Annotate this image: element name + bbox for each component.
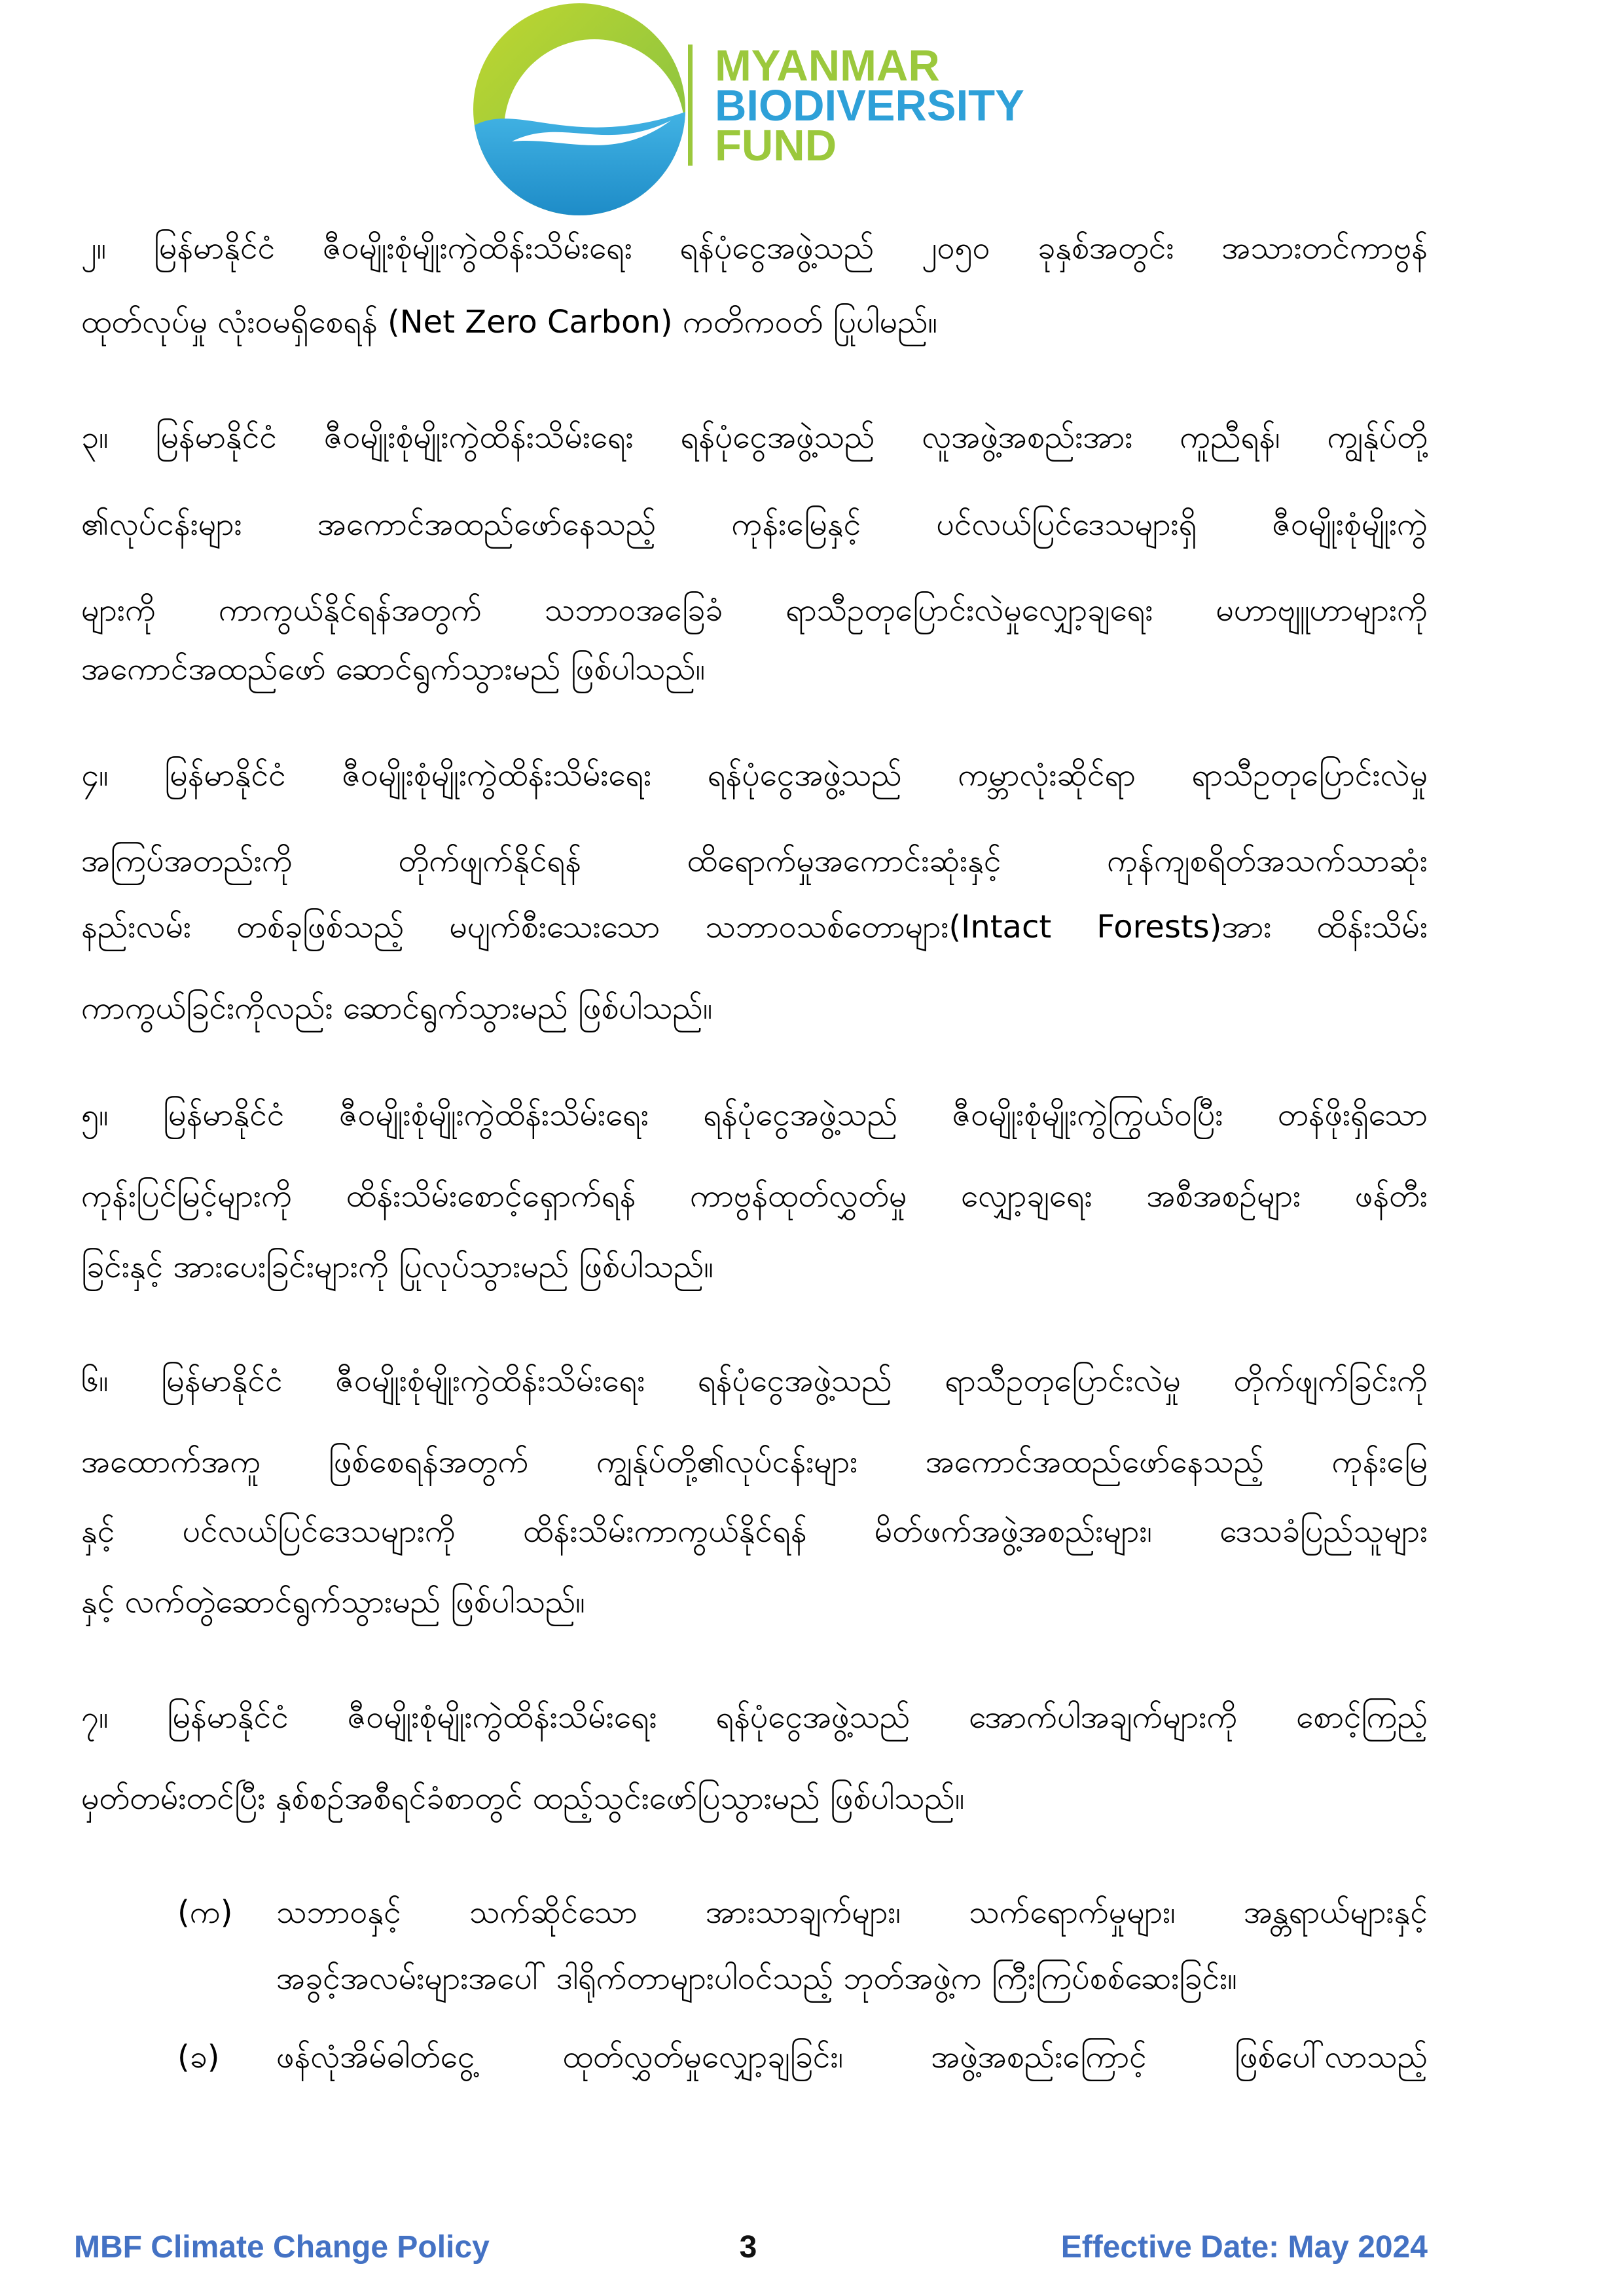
logo-wordmark (715, 41, 1173, 170)
logo-text-fund: FUND (715, 121, 837, 170)
list-item-kha-label: (ခ) (177, 2039, 220, 2075)
list-item-ka-label: (က) (177, 1894, 233, 1931)
logo-text-biodiversity: BIODIVERSITY (715, 81, 1024, 130)
paragraph-6-line-4: နှင့် လက်တွဲဆောင်ရွက်သွားမည် ဖြစ်ပါသည်။ (81, 1584, 585, 1620)
paragraph-2-line-1: ၂။ မြန်မာနိုင်ငံ ဇီဝမျိုးစုံမျိုးကွဲထိန်းသိမ်းရေး ရန်ပုံငွေအဖွဲ့သည် ၂၀၅၀ ခုနှစ်အတွင်း အသားတင်ကာဗွန် (81, 230, 1428, 266)
footer-effective-date: Effective Date: May 2024 (1060, 2230, 1428, 2265)
paragraph-3-line-2: ၏လုပ်ငန်းများ အကောင်အထည်ဖော်နေသည့် ကုန်းမြေနှင့် ပင်လယ်ပြင်ဒေသများရှိ ဇီဝမျိုးစုံမျိုးကွဲ (81, 506, 1428, 543)
paragraph-4-line-2: အကြပ်အတည်းကို တိုက်ဖျက်နိုင်ရန် ထိရောက်မှုအကောင်းဆုံးနှင့် ကုန်ကျစရိတ်အသက်သာဆုံး (81, 843, 1428, 879)
footer-document-title: MBF Climate Change Policy (74, 2230, 490, 2265)
list-item-kha-line-1: ဖန်လုံအိမ်ဓါတ်ငွေ့ ထုတ်လွှတ်မှုလျှော့ချခြင်း၊ အဖွဲ့အစည်းကြောင့် ဖြစ်ပေါ်လာသည့် (276, 2039, 1428, 2075)
paragraph-7-line-2: မှတ်တမ်းတင်ပြီး နှစ်စဉ်အစီရင်ခံစာတွင် ထည့်သွင်းဖော်ပြသွားမည် ဖြစ်ပါသည်။ (81, 1780, 965, 1817)
paragraph-2-line-2: ထုတ်လုပ်မှု လုံးဝမရှိစေရန် (Net Zero Carbon) ကတိကဝတ် ပြုပါမည်။ (81, 304, 937, 340)
paragraph-4-line-3: နည်းလမ်း တစ်ခုဖြစ်သည့် မပျက်စီးသေးသော သဘာဝသစ်တောများ(Intact Forests)အား ထိန်းသိမ်း (81, 909, 1428, 945)
mbf-emblem-icon (471, 1, 687, 217)
paragraph-7-line-1: ၇။ မြန်မာနိုင်ငံ ဇီဝမျိုးစုံမျိုးကွဲထိန်းသိမ်းရေး ရန်ပုံငွေအဖွဲ့သည် အောက်ပါအချက်များကို စောင့်ကြည့် (81, 1699, 1428, 1736)
paragraph-5-line-3: ခြင်းနှင့် အားပေးခြင်းများကို ပြုလုပ်သွားမည် ဖြစ်ပါသည်။ (81, 1248, 713, 1285)
logo-divider (688, 45, 693, 166)
list-item-ka-line-2: အခွင့်အလမ်းများအပေါ် ဒါရိုက်တာများပါဝင်သည့် ဘုတ်အဖွဲ့က ကြီးကြပ်စစ်ဆေးခြင်း။ (276, 1960, 1237, 1997)
paragraph-5-line-2: ကုန်းပြင်မြင့်များကို ထိန်းသိမ်းစောင့်ရှောက်ရန် ကာဗွန်ထုတ်လွှတ်မှု လျှော့ချရေး အစီအစဉ်များ ဖန်တီး (81, 1178, 1428, 1214)
paragraph-3-line-3: များကို ကာကွယ်နိုင်ရန်အတွက် သဘာဝအခြေခံ ရာသီဥတုပြောင်းလဲမှုလျှော့ချရေး မဟာဗျူဟာများကို (81, 592, 1428, 629)
footer-page-number: 3 (739, 2230, 757, 2265)
paragraph-5-line-1: ၅။ မြန်မာနိုင်ငံ ဇီဝမျိုးစုံမျိုးကွဲထိန်းသိမ်းရေး ရန်ပုံငွေအဖွဲ့သည် ဇီဝမျိုးစုံမျိုးကွဲကြွယ်ဝပြီး တန်ဖိုးရှိသော (81, 1097, 1428, 1133)
paragraph-4-line-4: ကာကွယ်ခြင်းကိုလည်း ဆောင်ရွက်သွားမည် ဖြစ်ပါသည်။ (81, 990, 713, 1027)
paragraph-3-line-4: အကောင်အထည်ဖော် ဆောင်ရွက်သွားမည် ဖြစ်ပါသည်။ (81, 651, 706, 687)
logo-text-myanmar: MYANMAR (715, 41, 940, 90)
paragraph-4-line-1: ၄။ မြန်မာနိုင်ငံ ဇီဝမျိုးစုံမျိုးကွဲထိန်းသိမ်းရေး ရန်ပုံငွေအဖွဲ့သည် ကမ္ဘာလုံးဆိုင်ရာ ရာသီဥတုပြောင်းလဲမှု (81, 757, 1428, 793)
paragraph-6-line-2: အထောက်အကူ ဖြစ်စေရန်အတွက် ကျွန်ုပ်တို့၏လုပ်ငန်းများ အကောင်အထည်ဖော်နေသည့် ကုန်းမြေ (81, 1444, 1428, 1480)
paragraph-3-line-1: ၃။ မြန်မာနိုင်ငံ ဇီဝမျိုးစုံမျိုးကွဲထိန်းသိမ်းရေး ရန်ပုံငွေအဖွဲ့သည် လူအဖွဲ့အစည်းအား ကူညီရန်၊ ကျွန်ုပ်တို့ (81, 419, 1428, 456)
list-item-ka-line-1: သဘာဝနှင့် သက်ဆိုင်သော အားသာချက်များ၊ သက်ရောက်မှုများ၊ အန္တရာယ်များနှင့် (276, 1894, 1428, 1931)
paragraph-6-line-3: နှင့် ပင်လယ်ပြင်ဒေသများကို ထိန်းသိမ်းကာကွယ်နိုင်ရန် မိတ်ဖက်အဖွဲ့အစည်းများ၊ ဒေသခံပြည်သူများ (81, 1513, 1428, 1550)
paragraph-6-line-1: ၆။ မြန်မာနိုင်ငံ ဇီဝမျိုးစုံမျိုးကွဲထိန်းသိမ်းရေး ရန်ပုံငွေအဖွဲ့သည် ရာသီဥတုပြောင်းလဲမှု တိုက်ဖျက်ခြင်းကို (81, 1362, 1428, 1399)
